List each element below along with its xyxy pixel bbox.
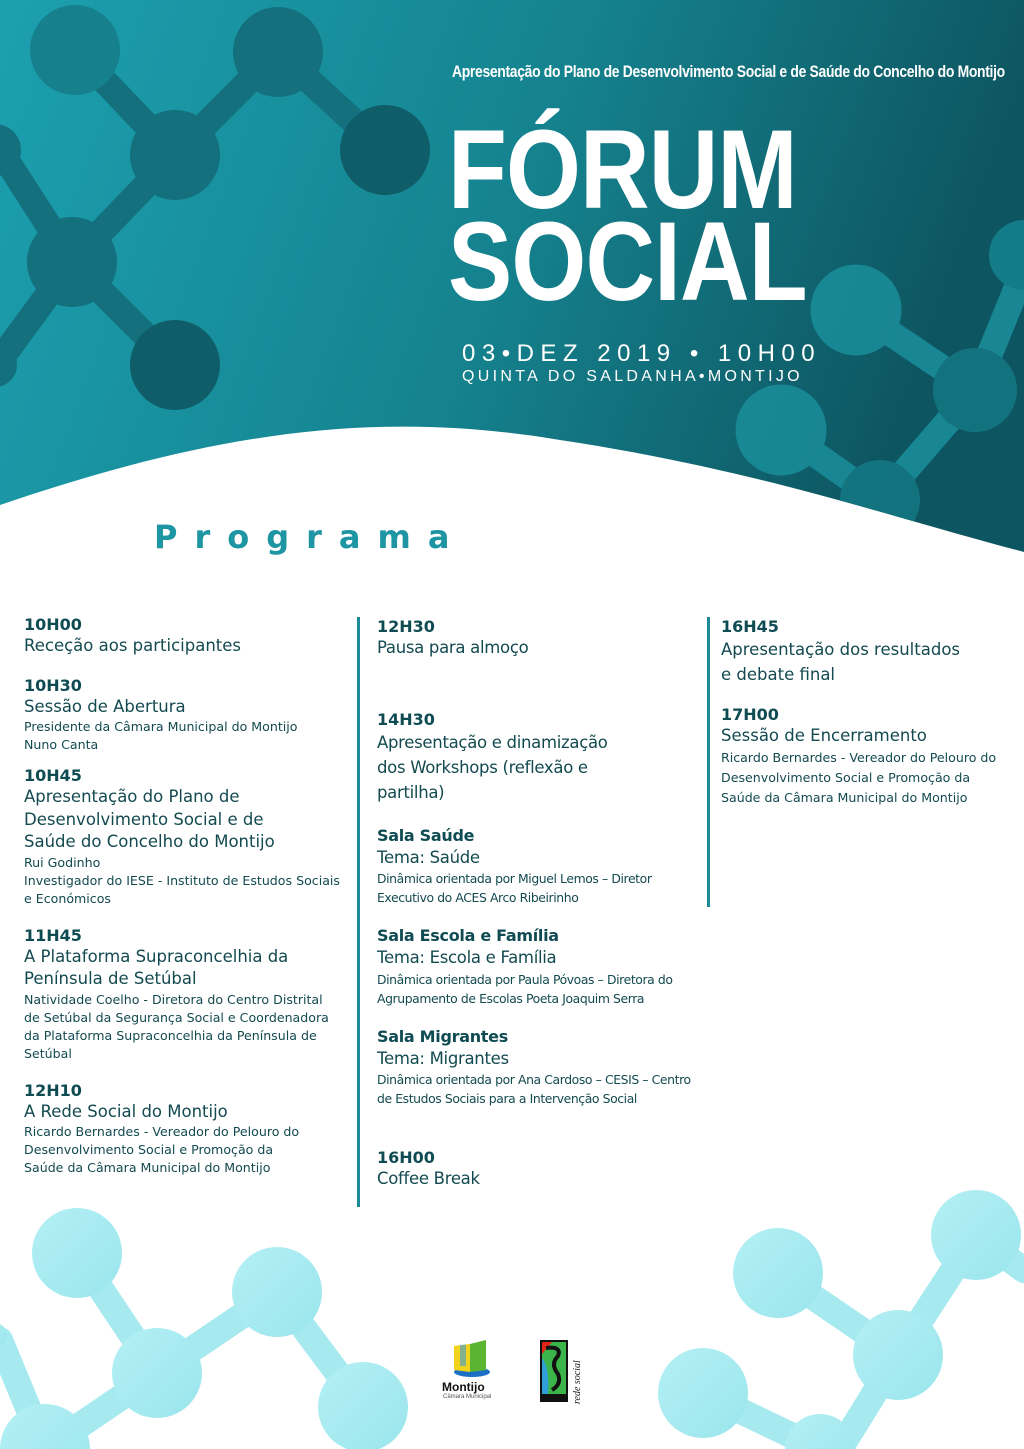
- item-desc: Natividade Coelho - Diretora do Centro Distrital de Setúbal da Segurança Social e Coordenadora da Plataforma Supraconcelhia da Península de Setúbal: [24, 991, 329, 1061]
- item-title: A Rede Social do Montijo: [24, 1101, 228, 1121]
- item-title: A Plataforma Supraconcelhia da Península de Setúbal: [24, 946, 289, 988]
- room-theme: Tema: Escola e Família: [377, 948, 557, 967]
- item-time: 17H00: [721, 705, 779, 724]
- program-column-1: [24, 615, 344, 1191]
- title-line-2: SOCIAL: [448, 199, 807, 324]
- item-time: 11H45: [24, 925, 82, 945]
- rede-social-logo: [540, 1340, 592, 1404]
- item-title: Apresentação do Plano de Desenvolvimento Social e de Saúde do Concelho do Montijo: [24, 787, 275, 851]
- program-item: [24, 676, 344, 755]
- room-theme: Tema: Saúde: [377, 847, 480, 867]
- room-name: Sala Escola e Família: [377, 926, 559, 945]
- item-time: 10H00: [24, 615, 82, 634]
- program-item: [24, 926, 344, 1063]
- footer-logos: [440, 1336, 600, 1406]
- program-item-coffee: [377, 1148, 717, 1191]
- item-time: 10H45: [24, 766, 82, 785]
- room-desc: Dinâmica orientada por Miguel Lemos – Diretor Executivo do ACES Arco Ribeirinho: [377, 871, 652, 905]
- program-item: [24, 615, 344, 658]
- program-item-lunch: [377, 617, 717, 660]
- rede-social-logo-text: rede social: [572, 1360, 583, 1404]
- program-item: [24, 1081, 344, 1178]
- event-title: [448, 107, 807, 324]
- item-title: Apresentação dos resultados e debate final: [721, 640, 961, 684]
- program-column-2: [357, 617, 717, 1207]
- item-desc: Nuno Canta: [24, 737, 99, 752]
- item-time: 12H30: [377, 617, 435, 636]
- program-item: [721, 617, 1024, 687]
- workshop-room: [377, 1026, 717, 1109]
- workshop-room: [377, 925, 717, 1008]
- program-item: [24, 766, 344, 908]
- item-time: 10H30: [24, 675, 82, 695]
- item-title: Receção aos participantes: [24, 636, 242, 655]
- event-venue: QUINTA DO SALDANHA•MONTIJO: [462, 368, 803, 385]
- montijo-logo: [440, 1336, 504, 1404]
- molecule-bottom-right: [658, 1190, 1024, 1449]
- rede-social-logo-icon: [540, 1340, 568, 1402]
- event-date: 03•DEZ 2019 • 10H00: [462, 340, 822, 367]
- item-title: Sessão de Abertura: [24, 696, 186, 716]
- montijo-logo-text: Montijo: [442, 1380, 485, 1394]
- item-title: Pausa para almoço: [377, 638, 529, 657]
- room-desc: Dinâmica orientada por Ana Cardoso – CESIS – Centro de Estudos Sociais para a Intervenção Social: [377, 1072, 691, 1106]
- program-column-3: [707, 617, 1024, 907]
- room-desc: Dinâmica orientada por Paula Póvoas – Diretora do Agrupamento de Escolas Poeta Joaquim Serra: [377, 971, 673, 1006]
- workshop-room: [377, 825, 717, 908]
- item-desc: Ricardo Bernardes - Vereador do Pelouro do Desenvolvimento Social e Promoção da Saúde da Câmara Municipal do Montijo: [24, 1124, 300, 1175]
- item-title: Coffee Break: [377, 1169, 480, 1188]
- program-heading: Programa: [154, 518, 467, 556]
- item-time: 16H00: [377, 1148, 435, 1167]
- item-desc: Rui Godinho: [24, 854, 101, 870]
- item-title: Apresentação e dinamização dos Workshops (reflexão e partilha): [377, 732, 608, 802]
- title-line-1: FÓRUM: [448, 107, 797, 232]
- item-time: 12H10: [24, 1080, 82, 1100]
- room-name: Sala Saúde: [377, 825, 475, 845]
- program-item-workshops: [377, 710, 717, 805]
- event-subtitle: Apresentação do Plano de Desenvolvimento Social e de Saúde do Concelho do Montijo: [452, 62, 1005, 81]
- molecule-bottom-left: [0, 1208, 408, 1449]
- program-item: [721, 705, 1024, 808]
- item-desc: Ricardo Bernardes - Vereador do Pelouro do Desenvolvimento Social e Promoção da Saúde da Câmara Municipal do Montijo: [721, 749, 997, 805]
- item-time: 14H30: [377, 709, 435, 729]
- item-time: 16H45: [721, 617, 779, 636]
- montijo-logo-icon: [440, 1336, 504, 1382]
- item-desc: Investigador do IESE - Instituto de Estudos Sociais e Económicos: [24, 872, 340, 906]
- montijo-logo-subtext: Câmara Municipal: [443, 1394, 492, 1400]
- room-theme: Tema: Migrantes: [377, 1048, 509, 1068]
- room-name: Sala Migrantes: [377, 1026, 508, 1046]
- item-title: Sessão de Encerramento: [721, 726, 927, 745]
- item-desc: Presidente da Câmara Municipal do Montijo: [24, 719, 298, 734]
